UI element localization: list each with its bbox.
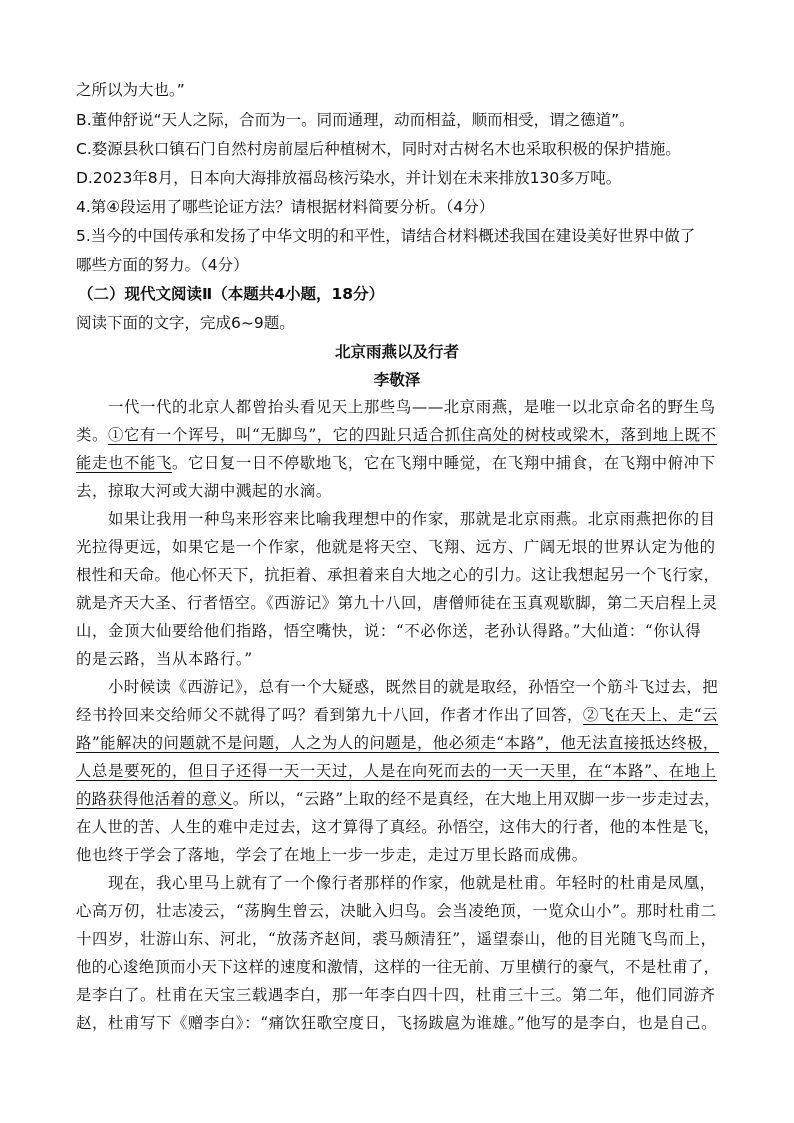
paragraph-2-line: 山，金顶大仙要给他们指路，悟空嘴快，说：“不必你送，老孙认得路。”大仙道：“你认得 <box>76 622 702 640</box>
underlined-sentence-2: 人总是要死的，但日子还得一天一天过，人是在向死而去的一天一天里，在“本路”、在地上 <box>76 762 717 780</box>
paragraph-1-line <box>76 449 716 477</box>
underlined-sentence-1-end: 能走也不能飞 <box>76 454 172 472</box>
option-c: C.婺源县秋口镇石门自然村房前屋后种植树木，同时对古树名木也采取积极的保护措施。 <box>76 140 681 158</box>
paragraph-2-line: 根性和天命。他心怀天下，抗拒着、承担着来自大地之心的引力。这让我想起另一个飞行家， <box>76 566 720 584</box>
paragraph-3-line <box>76 785 720 813</box>
question-4: 4.第④段运用了哪些论证方法？请根据材料简要分析。（4分） <box>76 198 495 216</box>
paragraph-4-line: 十四岁，壮游山东、河北，“放荡齐赵间，裘马颇清狂”，遥望泰山，他的目光随飞鸟而上， <box>76 930 717 948</box>
paragraph-3-line <box>76 701 718 729</box>
question-text-line: 之所以为大也。” <box>76 81 185 99</box>
paragraph-2-line: 光拉得更远，如果它是一个作家，他就是将天空、飞翔、远方、广阔无垠的世界认定为他的 <box>76 538 716 556</box>
paragraph-4-line: 他的心逡绝顶而小天下这样的速度和激情，这样的一往无前、万里横行的豪气，不是杜甫了， <box>76 958 720 976</box>
text-segment: 经书拎回来交给师父不就得了吗？看到第九十八回，作者才作出了回答， <box>76 706 583 724</box>
paragraph-3-line: 他也终于学会了落地，学会了在地上一步一步走，走过万里长路而成佛。 <box>76 846 588 864</box>
question-5-continued: 哪些方面的努力。（4分） <box>76 256 249 274</box>
question-5: 5.当今的中国传承和发扬了中华文明的和平性，请结合材料概述我国在建设美好世界中做了 <box>76 227 696 245</box>
paragraph-3-line <box>76 729 719 757</box>
underlined-sentence-2: ②飞在天上、走“云 <box>582 706 718 724</box>
text-segment: 。所以，“云路”上取的经不是真经，在大地上用双脚一步一步走过去， <box>232 790 720 808</box>
paragraph-1-line: 一代一代的北京人都曾抬头看见天上那些鸟——北京雨燕，是唯一以北京命名的野生鸟 <box>108 398 716 416</box>
paragraph-2-line: 就是齐天大圣、行者悟空。《西游记》第九十八回，唐僧师徒在玉真观歇脚，第二天启程上灵 <box>76 594 718 612</box>
option-b: B.董仲舒说“天人之际，合而为一。同而通理，动而相益，顺而相受，谓之德道”。 <box>76 111 635 129</box>
paragraph-3-line <box>76 757 717 785</box>
text-segment: 。它日复一日不停歇地飞，它在飞翔中睡觉，在飞翔中捕食，在飞翔中俯冲下 <box>171 454 716 472</box>
option-d: D.2023年8月，日本向大海排放福岛核污染水，并计划在未来排放130多万吨。 <box>76 169 622 187</box>
paragraph-1-line: 去，掠取大河或大湖中溅起的水滴。 <box>76 482 332 500</box>
paragraph-4-line: 心高万仞，壮志凌云，“荡胸生曾云，决眦入归鸟。会当凌绝顶，一览众山小”。那时杜甫二 <box>76 902 717 920</box>
paragraph-3-line: 在人世的苦、人生的难中走过去，这才算得了真经。孙悟空，这伟大的行者，他的本性是飞， <box>76 818 720 836</box>
paragraph-3-line: 小时候读《西游记》，总有一个大疑惑，既然目的就是取经，孙悟空一个筋斗飞过去，把 <box>108 678 719 696</box>
underlined-sentence-1: ①它有一个诨号，叫“无脚鸟”，它的四趾只适合抓住高处的树枝或梁木，落到地上既不 <box>107 426 717 444</box>
paragraph-1-line <box>76 421 717 449</box>
paragraph-4-line: 现在，我心里马上就有了一个像行者那样的作家，他就是杜甫。年轻时的杜甫是凤凰， <box>108 874 716 892</box>
section-instruction: 阅读下面的文字，完成6~9题。 <box>76 314 295 332</box>
article-title: 北京雨燕以及行者 <box>334 343 459 361</box>
article-author: 李敬泽 <box>373 371 421 389</box>
paragraph-4-line: 是李白了。杜甫在天宝三载遇李白，那一年李白四十四，杜甫三十三。第二年，他们同游齐 <box>76 986 716 1004</box>
text-segment: 类。 <box>76 426 108 444</box>
paragraph-2-line: 如果让我用一种鸟来形容来比喻我理想中的作家，那就是北京雨燕。北京雨燕把你的目 <box>108 510 716 528</box>
paragraph-4-line: 赵，杜甫写下《赠李白》：“痛饮狂歌空度日，飞扬跋扈为谁雄。”他写的是李白，也是自己。 <box>76 1014 718 1032</box>
underlined-sentence-2-end: 的路获得他活着的意义 <box>76 790 233 808</box>
section-heading: （二）现代文阅读Ⅱ（本题共4小题，18分） <box>78 285 385 303</box>
paragraph-2-line: 的是云路，当从本路行。” <box>76 650 253 668</box>
underlined-sentence-2: 路”能解决的问题就不是问题，人之为人的问题是，他必须走“本路”，他无法直接抵达终极， <box>76 734 719 752</box>
